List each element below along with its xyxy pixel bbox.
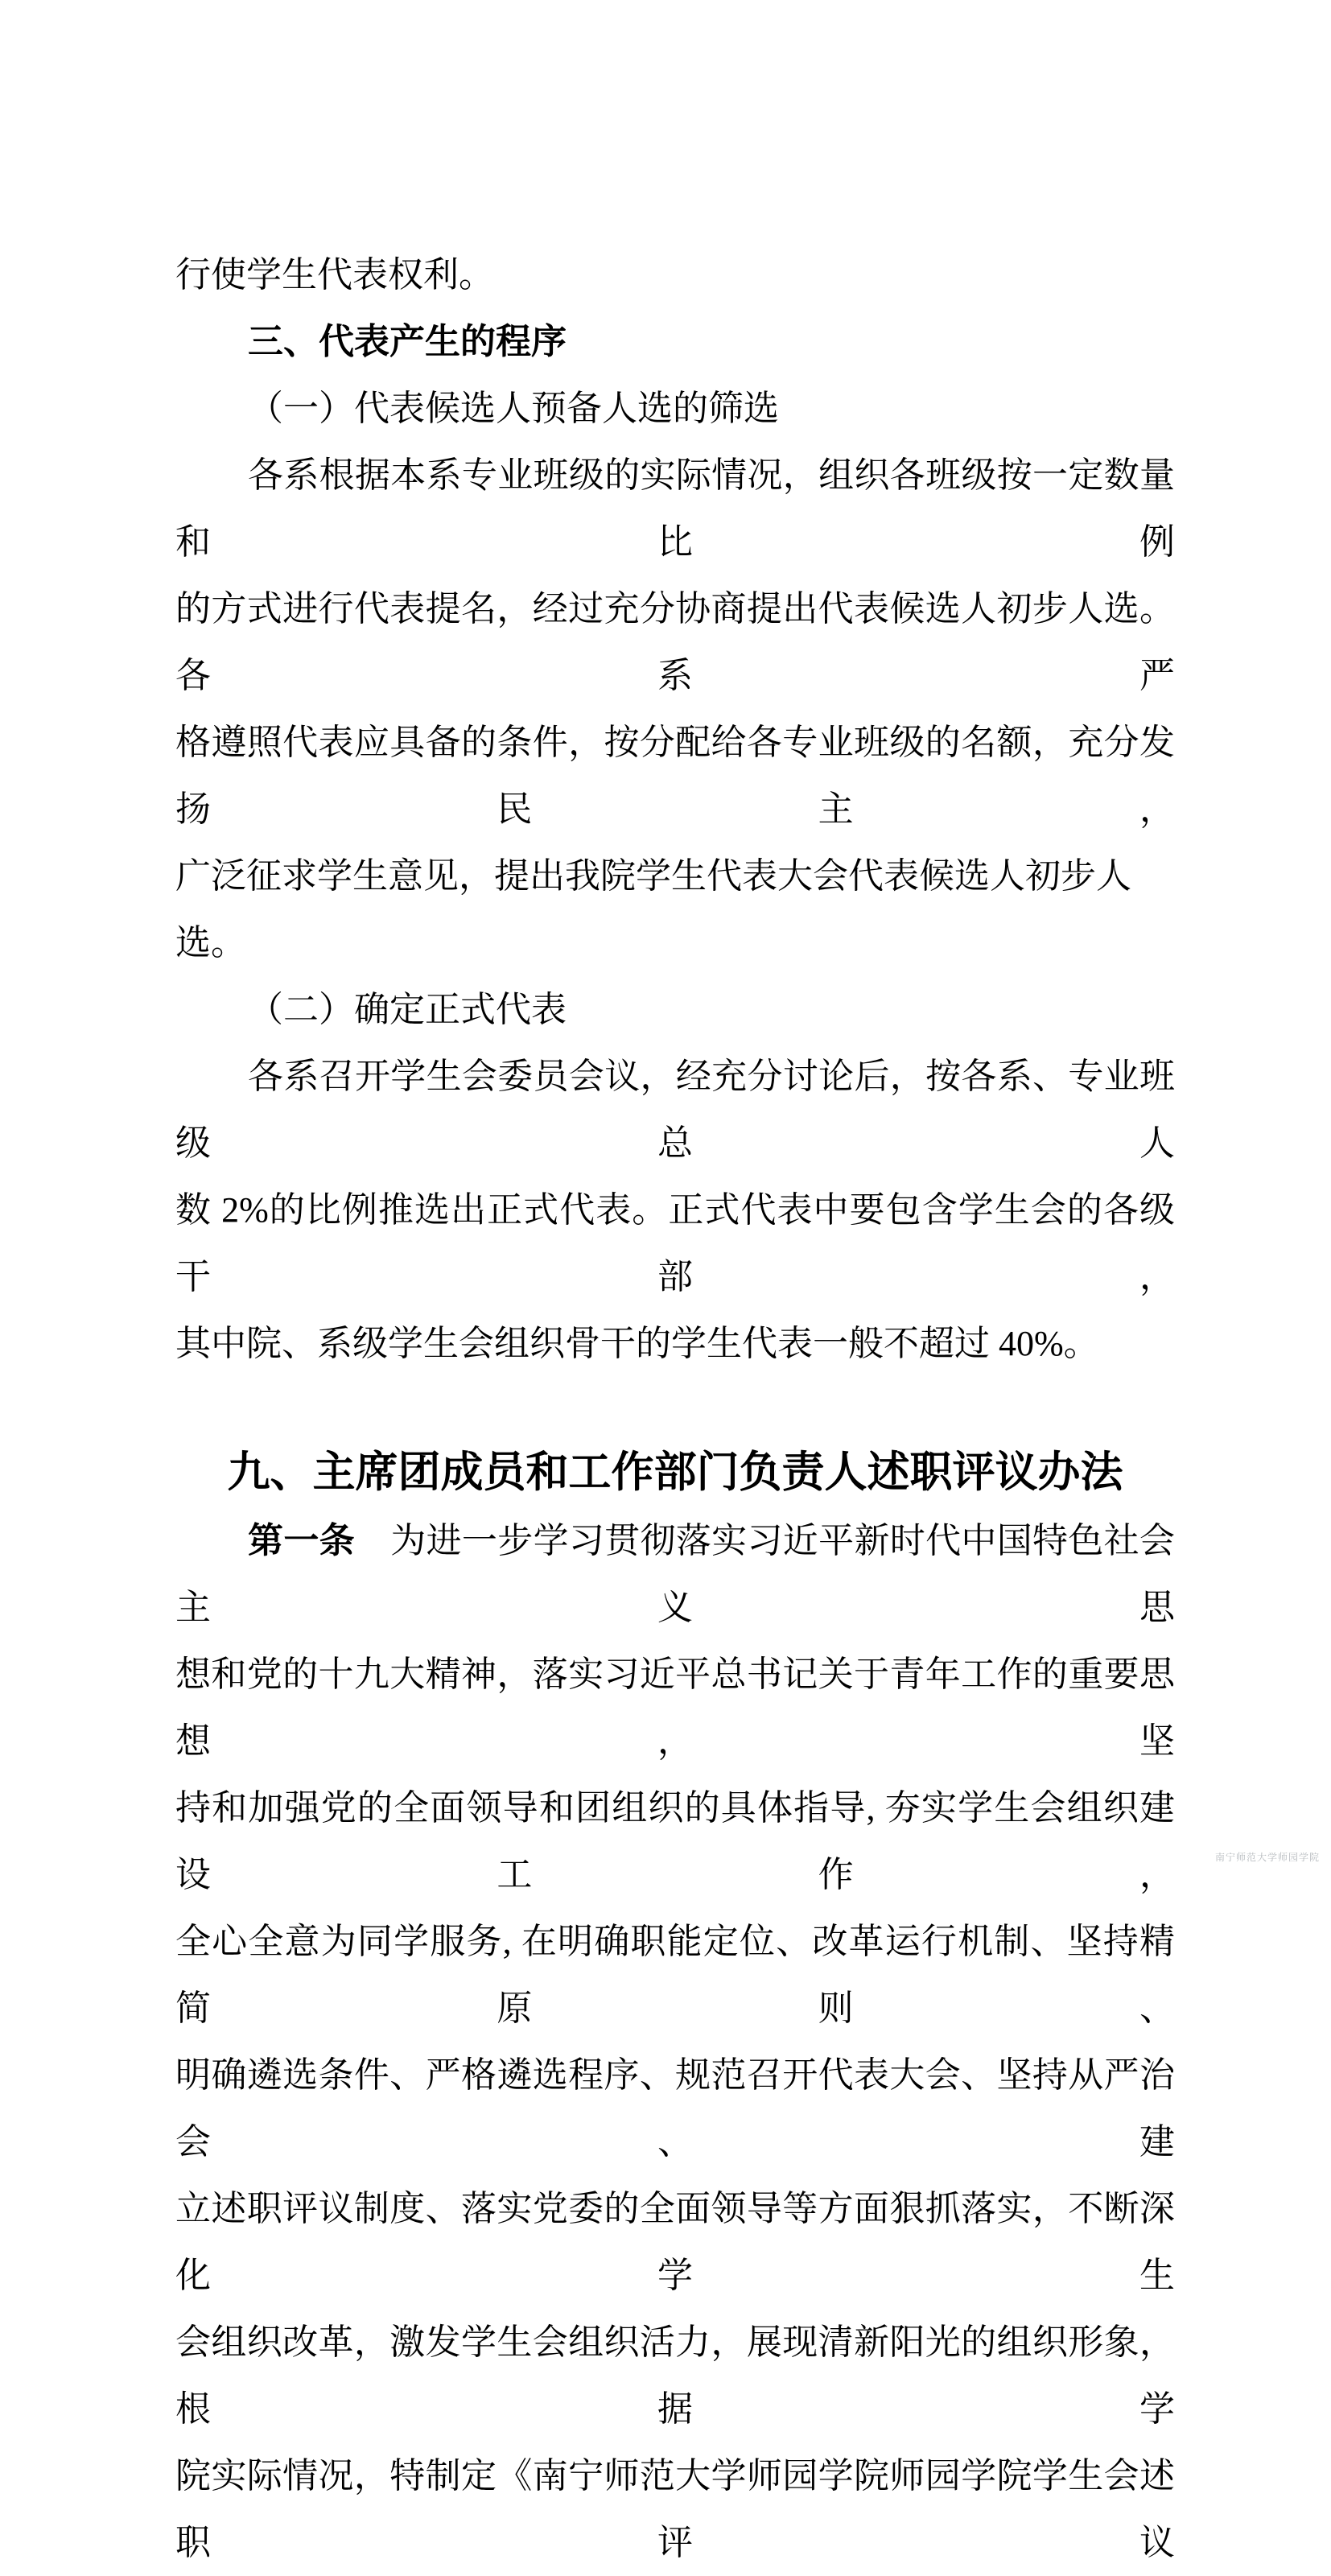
paragraph-line: 数 2%的比例推选出正式代表。正式代表中要包含学生会的各级干部， [175, 1190, 1175, 1296]
paragraph-line: 各系根据本系专业班级的实际情况，组织各班级按一定数量和比例 [175, 455, 1175, 562]
paragraph-line: 其中院、系级学生会组织骨干的学生代表一般不超过 40%。 [175, 1324, 1099, 1363]
paragraph-line: 的方式进行代表提名，经过充分协商提出代表候选人初步人选。各系严 [175, 589, 1175, 695]
watermark: 南宁师范大学师园学院 [1214, 1852, 1320, 1863]
paragraph-line: 各系召开学生会委员会议，经充分讨论后，按各系、专业班级总人 [175, 1057, 1175, 1163]
article-1-line: 会组织改革，激发学生会组织活力，展现清新阳光的组织形象，根据学 [175, 2323, 1175, 2429]
paragraph-line: 广泛征求学生意见，提出我院学生代表大会代表候选人初步人选。 [175, 856, 1131, 962]
document-body [175, 241, 1175, 2576]
article-1-line: 立述职评议制度、落实党委的全面领导等方面狠抓落实，不断深化学生 [175, 2189, 1175, 2295]
article-1-line: 全心全意为同学服务, 在明确职能定位、改革运行机制、坚持精简原则、 [175, 1922, 1175, 2028]
article-1-text: 为进一步学习贯彻落实习近平新时代中国特色社会主义思 [175, 1521, 1176, 1627]
article-1-line [175, 1507, 1175, 1641]
paragraph-line: 格遵照代表应具备的条件，按分配给各专业班级的名额，充分发扬民主， [175, 723, 1175, 829]
article-1-line: 持和加强党的全面领导和团组织的具体指导, 夯实学生会组织建设工作， [175, 1788, 1175, 1894]
article-1-line: 院实际情况，特制定《南宁师范大学师园学院师园学院学生会述职评议 [175, 2456, 1175, 2562]
section-9-heading: 九、主席团成员和工作部门负责人述职评议办法 [227, 1449, 1123, 1496]
spacer-line [175, 1377, 1175, 1438]
subsection-1-heading: （一）代表候选人预备人选的筛选 [248, 389, 779, 428]
continuation-line: 行使学生代表权利。 [175, 255, 494, 295]
article-1-line: 想和党的十九大精神，落实习近平总书记关于青年工作的重要思想，坚 [175, 1655, 1175, 1761]
article-1-label: 第一条 [248, 1521, 355, 1560]
section-3-heading: 三、代表产生的程序 [248, 322, 567, 361]
subsection-2-heading: （二）确定正式代表 [248, 990, 567, 1029]
article-1-line: 明确遴选条件、严格遴选程序、规范召开代表大会、坚持从严治会、建 [175, 2055, 1175, 2162]
